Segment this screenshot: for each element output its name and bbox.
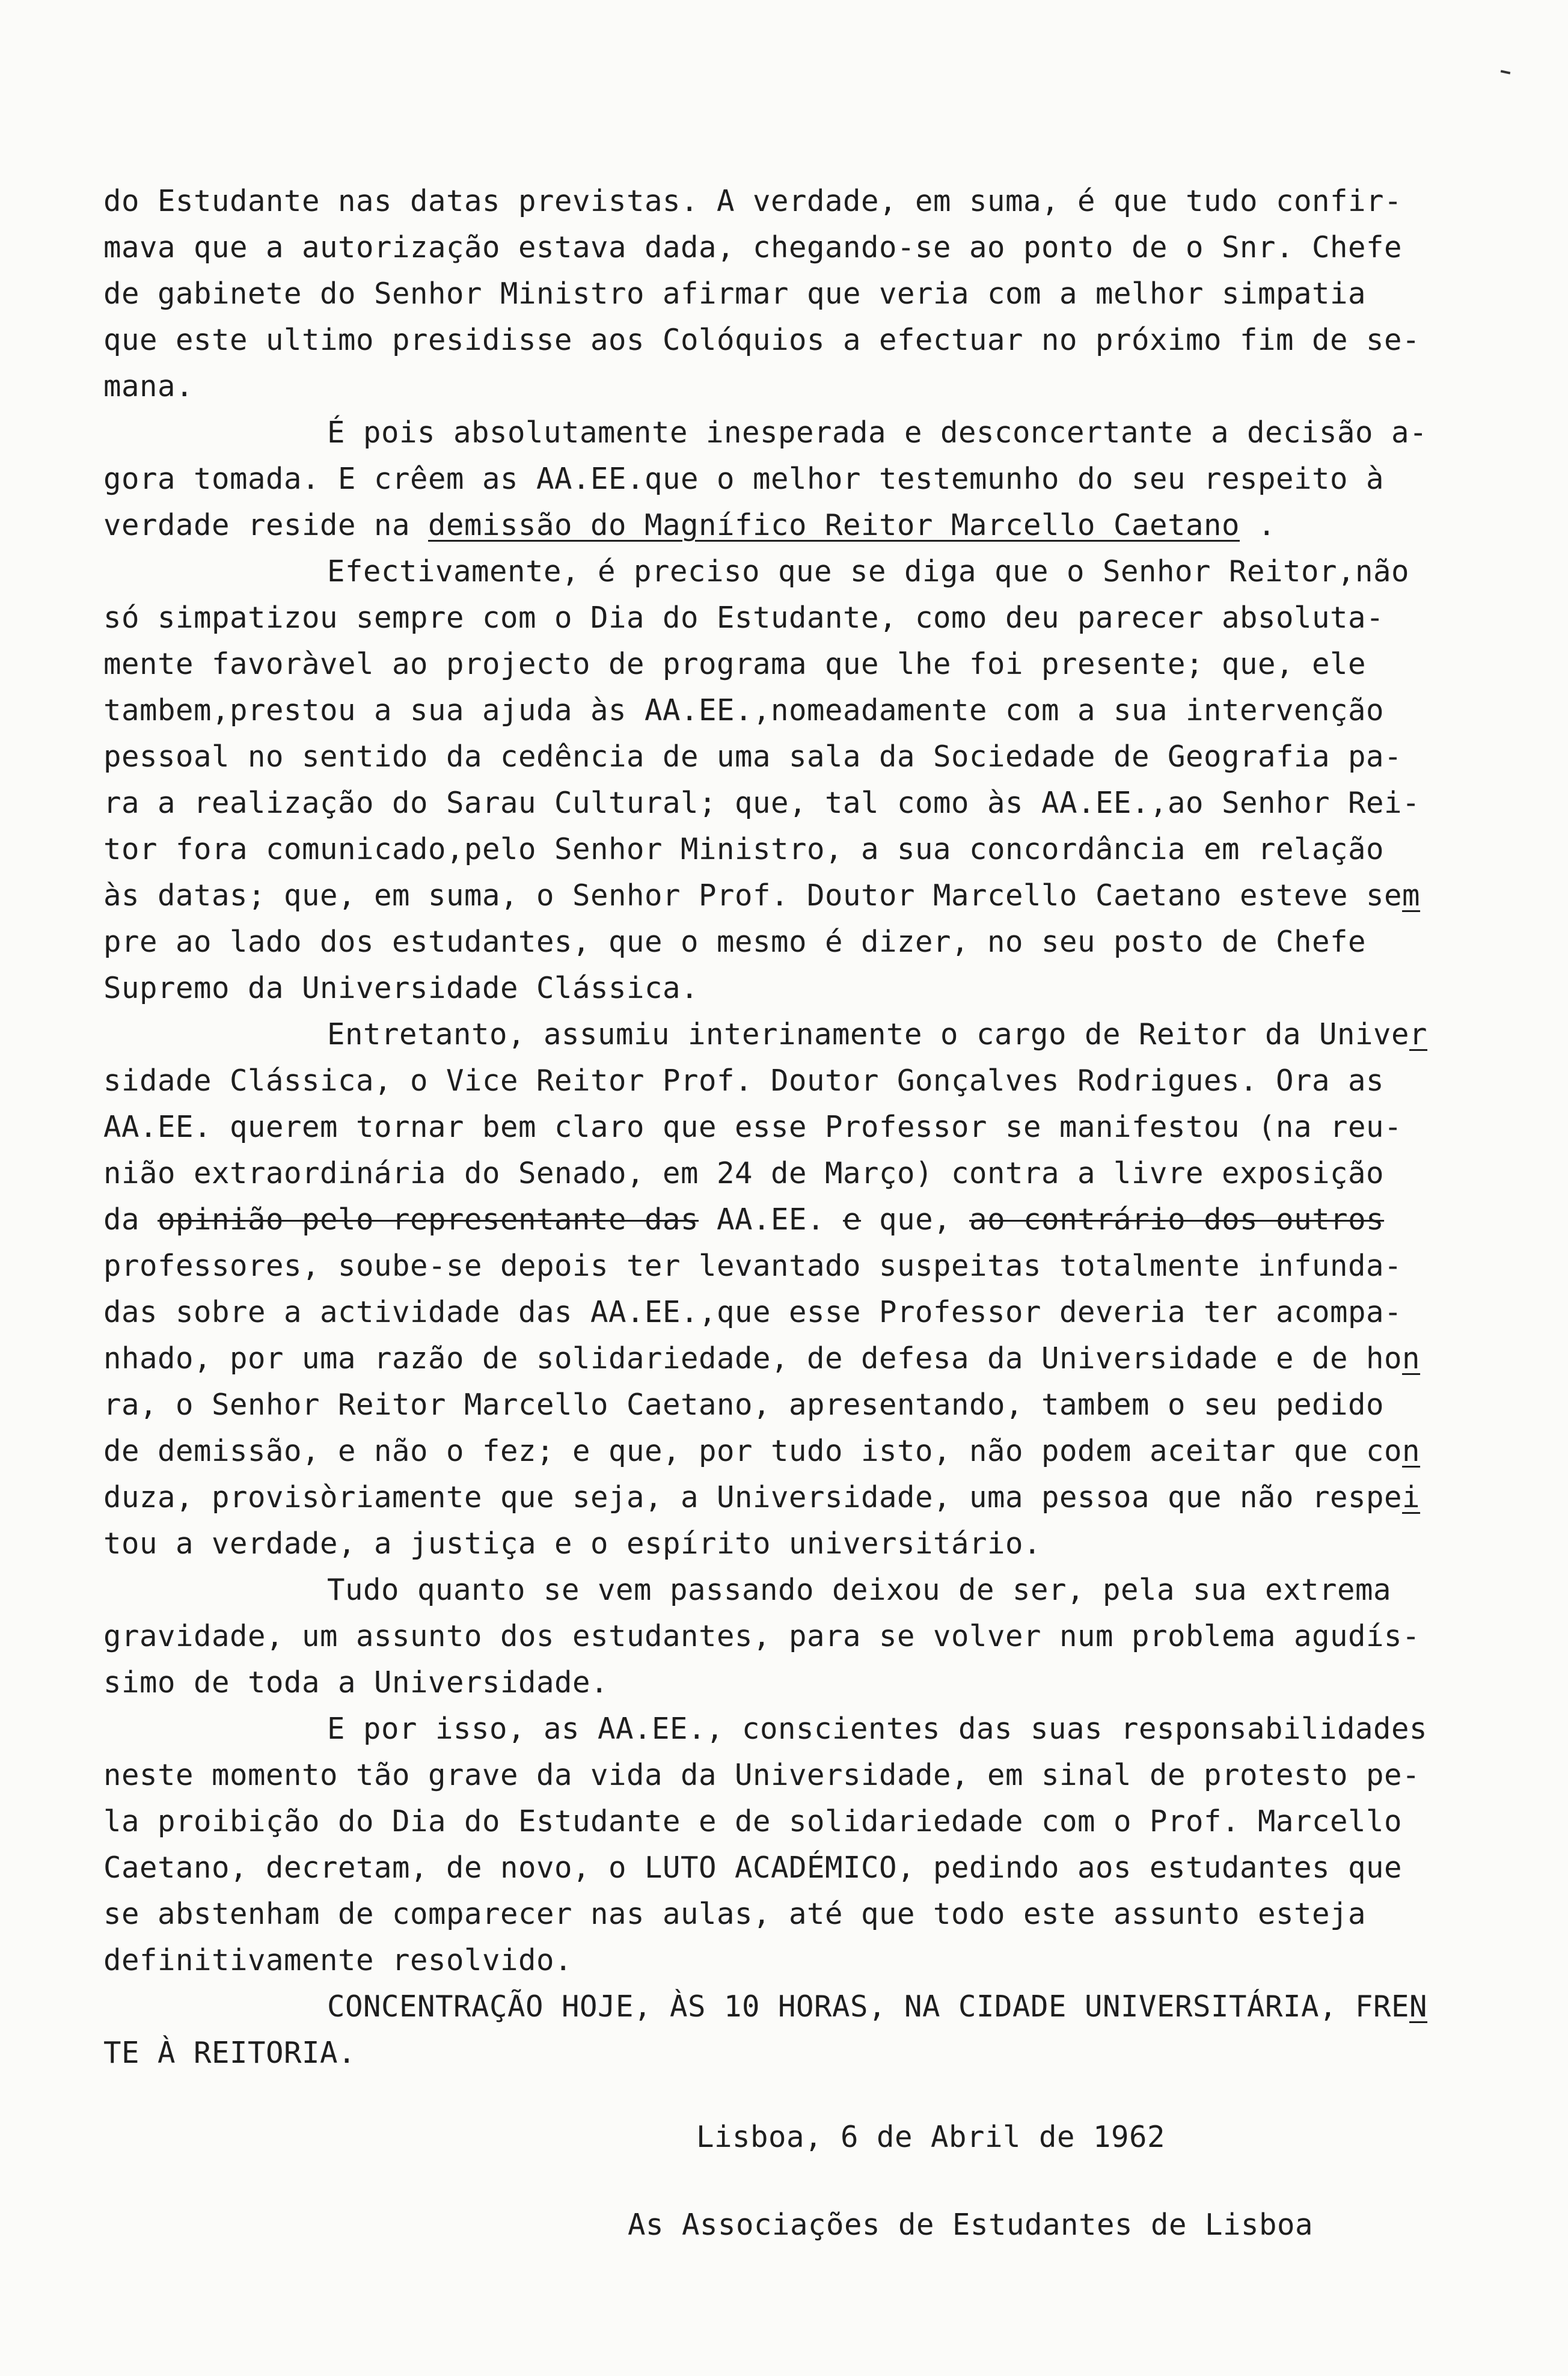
line-text: que este ultimo presidisse aos Colóquios a efectuar no próximo fim de se- xyxy=(103,323,1421,357)
line-text: É pois absolutamente inesperada e desconcertante a decisão a- xyxy=(327,415,1428,450)
text-line xyxy=(103,2030,1474,2076)
document-body xyxy=(103,178,1474,2076)
line-text: ra, o Senhor Reitor Marcello Caetano, apresentando, tambem o seu pedido xyxy=(103,1388,1385,1422)
text-line xyxy=(103,1520,1474,1567)
text-line xyxy=(103,317,1474,363)
text-line xyxy=(103,1474,1474,1520)
underlined-text: r xyxy=(1409,1017,1428,1052)
line-text: definitivamente resolvido. xyxy=(103,1943,573,1977)
line-text: Efectivamente, é preciso que se diga que o Senhor Reitor,não xyxy=(327,554,1410,589)
line-text: de demissão, e não o fez; e que, por tudo isto, não podem aceitar que co xyxy=(103,1434,1403,1468)
text-line xyxy=(103,1567,1474,1613)
line-text: tambem,prestou a sua ajuda às AA.EE.,nomeadamente com a sua intervenção xyxy=(103,693,1385,727)
line-text: TE À REITORIA. xyxy=(103,2036,357,2070)
text-line xyxy=(103,641,1474,687)
text-line xyxy=(103,1659,1474,1706)
line-text: só simpatizou sempre com o Dia do Estudante, como deu parecer absoluta- xyxy=(103,601,1385,635)
line-text: duza, provisòriamente que seja, a Universidade, uma pessoa que não respe xyxy=(103,1480,1403,1514)
text-line xyxy=(103,1845,1474,1891)
line-text: mava que a autorização estava dada, chegando-se ao ponto de o Snr. Chefe xyxy=(103,230,1403,265)
line-text: AA.EE. querem tornar bem claro que esse Professor se manifestou (na reu- xyxy=(103,1110,1403,1144)
text-line xyxy=(103,1613,1474,1659)
text-line xyxy=(103,548,1474,595)
text-line xyxy=(103,1983,1474,2030)
underlined-text: n xyxy=(1402,1434,1421,1468)
text-line xyxy=(103,1150,1474,1196)
text-line xyxy=(103,1428,1474,1474)
underlined-text: m xyxy=(1402,878,1421,913)
text-line xyxy=(103,271,1474,317)
text-line xyxy=(103,1335,1474,1382)
text-line xyxy=(103,1289,1474,1335)
struck-text: e xyxy=(843,1202,862,1237)
line-text: ra a realização do Sarau Cultural; que, tal como às AA.EE.,ao Senhor Rei- xyxy=(103,786,1421,820)
text-line xyxy=(103,919,1474,965)
line-text: pessoal no sentido da cedência de uma sala da Sociedade de Geografia pa- xyxy=(103,739,1403,774)
line-text: CONCENTRAÇÃO HOJE, ÀS 10 HORAS, NA CIDADE UNIVERSITÁRIA, FRE xyxy=(327,1989,1410,2024)
text-line xyxy=(103,595,1474,641)
line-text: . xyxy=(1240,508,1276,542)
underlined-text: n xyxy=(1402,1341,1421,1376)
line-text: E por isso, as AA.EE., conscientes das suas responsabilidades xyxy=(327,1712,1428,1746)
line-text: das sobre a actividade das AA.EE.,que esse Professor deveria ter acompa- xyxy=(103,1295,1403,1329)
struck-text: ao contrário dos outros xyxy=(969,1202,1385,1237)
line-text: AA.EE. xyxy=(699,1202,844,1237)
line-text: nião extraordinária do Senado, em 24 de Março) contra a livre exposição xyxy=(103,1156,1385,1190)
text-line xyxy=(103,1798,1474,1845)
text-line xyxy=(103,965,1474,1011)
text-line xyxy=(103,502,1474,548)
signature-line: As Associações de Estudantes de Lisboa xyxy=(628,2208,1314,2242)
text-line xyxy=(103,1196,1474,1243)
text-line xyxy=(103,826,1474,872)
text-line xyxy=(103,409,1474,456)
text-line xyxy=(103,780,1474,826)
line-text: gravidade, um assunto dos estudantes, para se volver num problema agudís- xyxy=(103,1619,1421,1653)
line-text: às datas; que, em suma, o Senhor Prof. Doutor Marcello Caetano esteve se xyxy=(103,878,1403,913)
line-text: la proibição do Dia do Estudante e de solidariedade com o Prof. Marcello xyxy=(103,1804,1403,1839)
line-text: de gabinete do Senhor Ministro afirmar que veria com a melhor simpatia xyxy=(103,277,1367,311)
line-text: nhado, por uma razão de solidariedade, de defesa da Universidade e de ho xyxy=(103,1341,1403,1376)
text-line xyxy=(103,872,1474,919)
text-line xyxy=(103,456,1474,502)
line-text: tou a verdade, a justiça e o espírito universitário. xyxy=(103,1526,1042,1561)
line-text: da xyxy=(103,1202,158,1237)
line-text: Entretanto, assumiu interinamente o cargo de Reitor da Unive xyxy=(327,1017,1410,1052)
line-text: tor fora comunicado,pelo Senhor Ministro, a sua concordância em relação xyxy=(103,832,1385,866)
line-text: Supremo da Universidade Clássica. xyxy=(103,971,699,1005)
line-text: do Estudante nas datas previstas. A verdade, em suma, é que tudo confir- xyxy=(103,184,1403,218)
underlined-text: N xyxy=(1409,1989,1428,2024)
line-text: Caetano, decretam, de novo, o LUTO ACADÉMICO, pedindo aos estudantes que xyxy=(103,1851,1403,1885)
struck-text: opinião pelo representante das xyxy=(158,1202,699,1237)
text-line xyxy=(103,1752,1474,1798)
text-line xyxy=(103,733,1474,780)
text-line xyxy=(103,687,1474,733)
text-line xyxy=(103,1011,1474,1058)
text-line xyxy=(103,1891,1474,1937)
line-text: gora tomada. E crêem as AA.EE.que o melhor testemunho do seu respeito à xyxy=(103,462,1385,496)
corner-mark xyxy=(1501,70,1510,74)
text-line xyxy=(103,1058,1474,1104)
line-text: professores, soube-se depois ter levantado suspeitas totalmente infunda- xyxy=(103,1249,1403,1283)
text-line xyxy=(103,178,1474,224)
line-text: verdade reside na xyxy=(103,508,429,542)
text-line xyxy=(103,1104,1474,1150)
line-text: se abstenham de comparecer nas aulas, até que todo este assunto esteja xyxy=(103,1897,1367,1931)
text-line xyxy=(103,224,1474,271)
text-line xyxy=(103,1243,1474,1289)
text-line xyxy=(103,363,1474,409)
line-text: sidade Clássica, o Vice Reitor Prof. Doutor Gonçalves Rodrigues. Ora as xyxy=(103,1064,1385,1098)
line-text: neste momento tão grave da vida da Universidade, em sinal de protesto pe- xyxy=(103,1758,1421,1792)
line-text: Tudo quanto se vem passando deixou de ser, pela sua extrema xyxy=(327,1573,1392,1607)
line-text: que, xyxy=(861,1202,970,1237)
underlined-text: demissão do Magnífico Reitor Marcello Caetano xyxy=(428,508,1240,542)
line-text: mente favoràvel ao projecto de programa que lhe foi presente; que, ele xyxy=(103,647,1367,681)
line-text: simo de toda a Universidade. xyxy=(103,1665,609,1700)
place-date: Lisboa, 6 de Abril de 1962 xyxy=(696,2120,1166,2154)
text-line xyxy=(103,1382,1474,1428)
line-text: pre ao lado dos estudantes, que o mesmo é dizer, no seu posto de Chefe xyxy=(103,925,1367,959)
underlined-text: i xyxy=(1402,1480,1421,1514)
line-text: mana. xyxy=(103,369,194,403)
text-line xyxy=(103,1706,1474,1752)
text-line xyxy=(103,1937,1474,1983)
